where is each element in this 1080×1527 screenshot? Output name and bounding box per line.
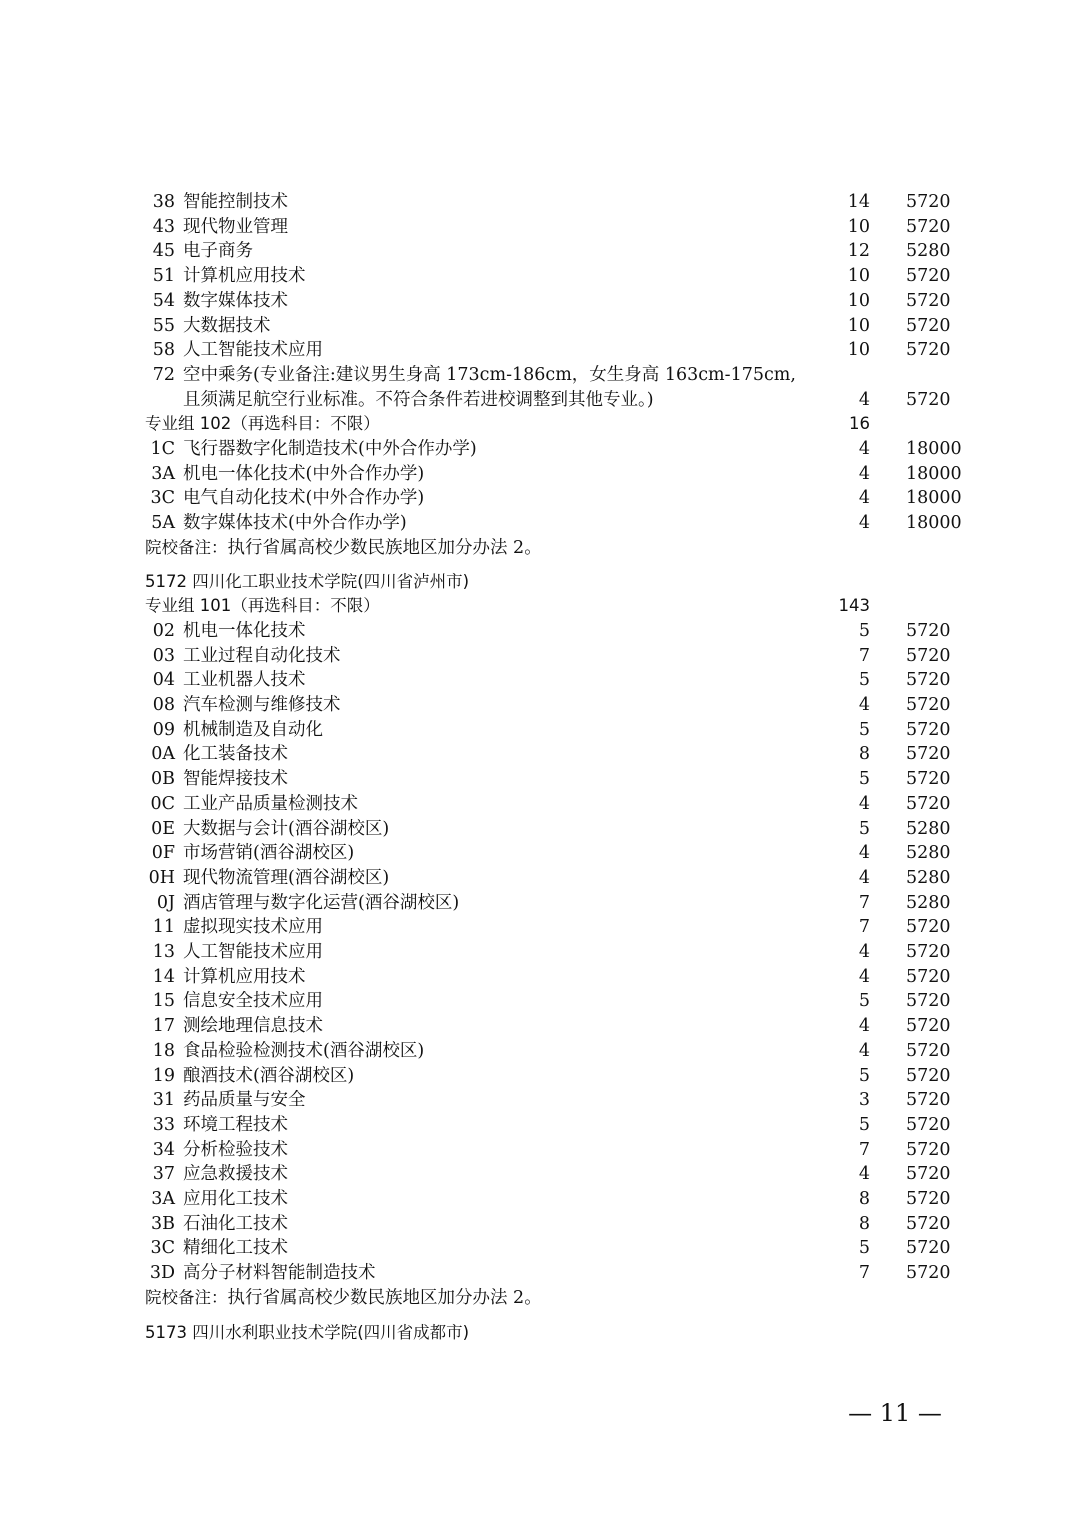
major-code: 3C <box>150 1238 175 1259</box>
plan-count: 7 <box>858 1263 870 1284</box>
school-note-label <box>145 536 542 561</box>
plan-count: 5 <box>858 670 870 691</box>
table-row <box>0 314 1080 339</box>
major-name: 汽车检测与维修技术 <box>183 695 341 715</box>
table-row <box>0 1187 1080 1212</box>
school-heading <box>0 1321 1080 1346</box>
plan-count: 4 <box>858 1016 870 1037</box>
table-row <box>0 486 1080 511</box>
plan-count: 5 <box>858 769 870 790</box>
table-row <box>0 1138 1080 1163</box>
tuition-fee: 5720 <box>906 216 951 237</box>
tuition-fee: 5280 <box>906 867 951 888</box>
major-code: 55 <box>152 315 175 336</box>
plan-count: 5 <box>858 991 870 1012</box>
major-name: 环境工程技术 <box>183 1114 288 1135</box>
major-name: 石油化工技术 <box>183 1213 288 1234</box>
major-name: 工业机器人技术 <box>183 670 306 691</box>
table-row <box>0 1088 1080 1113</box>
major-code: 03 <box>152 645 175 666</box>
major-name: 机电一体化技术 <box>183 620 306 641</box>
table-row <box>0 644 1080 669</box>
plan-count: 10 <box>847 290 870 311</box>
tuition-fee: 5720 <box>906 1016 951 1037</box>
major-name: 药品质量与安全 <box>183 1090 306 1111</box>
major-name: 飞行器数字化制造技术(中外合作办学) <box>183 439 477 459</box>
tuition-fee: 5280 <box>906 818 951 839</box>
plan-count: 8 <box>858 1213 870 1234</box>
plan-count: 4 <box>858 793 870 814</box>
major-code: 08 <box>152 695 175 715</box>
group-heading <box>0 412 1080 437</box>
major-code: 0C <box>150 793 175 814</box>
table-row <box>0 742 1080 767</box>
tuition-fee: 5720 <box>906 1139 951 1160</box>
plan-count: 5 <box>858 719 870 740</box>
major-name: 应急救援技术 <box>183 1164 288 1185</box>
major-name: 现代物业管理 <box>183 216 288 237</box>
tuition-fee: 5720 <box>906 1065 951 1086</box>
major-code: 38 <box>152 192 175 212</box>
group-label: 专业组 102（再选科目：不限） <box>145 414 380 434</box>
tuition-fee: 5720 <box>906 192 951 212</box>
plan-count: 4 <box>858 966 870 987</box>
table-row <box>0 1236 1080 1261</box>
plan-count: 10 <box>847 340 870 361</box>
plan-count: 5 <box>858 620 870 641</box>
major-code: 37 <box>152 1164 175 1185</box>
table-row <box>0 718 1080 743</box>
plan-count: 5 <box>858 1065 870 1086</box>
table-row <box>0 1113 1080 1138</box>
table-row <box>0 363 1080 388</box>
major-name-continued: 且须满足航空行业标准。不符合条件若进校调整到其他专业。) <box>183 389 654 410</box>
major-code: 51 <box>152 266 175 287</box>
school-heading <box>0 570 1080 595</box>
major-name: 计算机应用技术 <box>183 966 306 987</box>
tuition-fee: 5720 <box>906 1114 951 1135</box>
tuition-fee: 18000 <box>906 439 962 459</box>
tuition-fee: 5720 <box>906 991 951 1012</box>
major-code: 58 <box>152 340 175 361</box>
major-code: 54 <box>152 290 175 311</box>
plan-count: 7 <box>858 892 870 913</box>
table-row-continuation <box>0 388 1080 413</box>
note-text: 执行省属高校少数民族地区加分办法 2。 <box>227 537 542 558</box>
tuition-fee: 5720 <box>906 744 951 765</box>
major-code: 19 <box>152 1065 175 1086</box>
tuition-fee: 5720 <box>906 389 951 410</box>
plan-count: 5 <box>858 1238 870 1259</box>
plan-count: 5 <box>858 1114 870 1135</box>
school-title: 5173 四川水利职业技术学院(四川省成都市) <box>145 1322 470 1342</box>
plan-count: 10 <box>847 315 870 336</box>
major-code: 15 <box>152 991 175 1012</box>
note-text: 执行省属高校少数民族地区加分办法 2。 <box>227 1287 542 1308</box>
table-row <box>0 1261 1080 1286</box>
major-name: 现代物流管理(酒谷湖校区) <box>183 867 390 888</box>
major-code: 3B <box>151 1213 175 1234</box>
major-name: 电气自动化技术(中外合作办学) <box>183 488 425 509</box>
table-row <box>0 1162 1080 1187</box>
major-name: 酒店管理与数字化运营(酒谷湖校区) <box>183 892 460 913</box>
major-name: 工业产品质量检测技术 <box>183 793 358 814</box>
major-name: 大数据与会计(酒谷湖校区) <box>183 818 390 839</box>
major-name: 酿酒技术(酒谷湖校区) <box>183 1065 355 1086</box>
tuition-fee: 5720 <box>906 1213 951 1234</box>
note-label-text: 院校备注： <box>145 1287 228 1307</box>
plan-count: 7 <box>858 1139 870 1160</box>
group-plan-count: 16 <box>849 414 870 434</box>
major-code: 18 <box>152 1040 175 1061</box>
major-name: 机电一体化技术(中外合作办学) <box>183 463 425 484</box>
group-label: 专业组 101（再选科目：不限） <box>145 596 380 616</box>
tuition-fee: 5720 <box>906 645 951 666</box>
major-code: 09 <box>152 719 175 740</box>
tuition-fee: 5720 <box>906 290 951 311</box>
plan-count: 14 <box>847 192 870 212</box>
plan-count: 4 <box>858 513 870 534</box>
plan-count: 5 <box>858 818 870 839</box>
tuition-fee: 5280 <box>906 843 951 864</box>
major-code: 3D <box>149 1263 175 1284</box>
major-name: 智能焊接技术 <box>183 769 288 790</box>
table-row <box>0 767 1080 792</box>
major-code: 43 <box>152 216 175 237</box>
major-code: 02 <box>152 620 175 641</box>
tuition-fee: 18000 <box>906 488 962 509</box>
school-note-label <box>145 1286 542 1311</box>
tuition-fee: 5720 <box>906 315 951 336</box>
plan-count: 7 <box>858 645 870 666</box>
tuition-fee: 5720 <box>906 719 951 740</box>
tuition-fee: 5280 <box>906 241 951 262</box>
major-name: 信息安全技术应用 <box>183 991 323 1012</box>
major-code: 17 <box>152 1016 175 1037</box>
group-heading <box>0 594 1080 619</box>
tuition-fee: 5720 <box>906 1189 951 1209</box>
table-row <box>0 1039 1080 1064</box>
tuition-fee: 5720 <box>906 1164 951 1185</box>
major-name: 分析检验技术 <box>183 1139 288 1160</box>
major-name: 工业过程自动化技术 <box>183 645 341 666</box>
tuition-fee: 5720 <box>906 966 951 987</box>
plan-count: 12 <box>847 241 870 262</box>
table-row <box>0 264 1080 289</box>
tuition-fee: 5720 <box>906 942 951 962</box>
plan-count: 8 <box>858 744 870 765</box>
table-row <box>0 1212 1080 1237</box>
tuition-fee: 5720 <box>906 1040 951 1061</box>
major-code: 11 <box>152 917 175 938</box>
plan-count: 4 <box>858 843 870 864</box>
plan-count: 4 <box>858 389 870 410</box>
table-row <box>0 915 1080 940</box>
table-row <box>0 1064 1080 1089</box>
major-code: 0E <box>151 818 175 839</box>
tuition-fee: 5720 <box>906 340 951 361</box>
major-code: 0B <box>151 769 175 790</box>
plan-count: 4 <box>858 695 870 715</box>
major-code: 34 <box>152 1139 175 1160</box>
table-row <box>0 215 1080 240</box>
tuition-fee: 5720 <box>906 620 951 641</box>
table-row <box>0 239 1080 264</box>
tuition-fee: 5720 <box>906 1238 951 1259</box>
table-row <box>0 462 1080 487</box>
table-row <box>0 866 1080 891</box>
major-name: 市场营销(酒谷湖校区) <box>183 843 355 864</box>
table-row <box>0 693 1080 718</box>
table-row <box>0 841 1080 866</box>
tuition-fee: 18000 <box>906 513 962 534</box>
plan-count: 4 <box>858 488 870 509</box>
tuition-fee: 5720 <box>906 1090 951 1111</box>
tuition-fee: 5280 <box>906 892 951 913</box>
table-row <box>0 965 1080 990</box>
major-name: 虚拟现实技术应用 <box>183 917 323 938</box>
table-row <box>0 338 1080 363</box>
plan-count: 8 <box>858 1189 870 1209</box>
major-name: 大数据技术 <box>183 315 271 336</box>
major-name: 高分子材料智能制造技术 <box>183 1263 376 1284</box>
major-code: 0J <box>156 892 175 913</box>
major-code: 3A <box>151 1189 175 1209</box>
tuition-fee: 5720 <box>906 670 951 691</box>
tuition-fee: 5720 <box>906 695 951 715</box>
table-row <box>0 511 1080 536</box>
table-row <box>0 619 1080 644</box>
tuition-fee: 5720 <box>906 1263 951 1284</box>
major-name: 精细化工技术 <box>183 1238 288 1259</box>
major-name: 电子商务 <box>183 241 253 262</box>
group-plan-count: 143 <box>838 596 870 616</box>
major-code: 0H <box>148 867 175 888</box>
page-number: — 11 — <box>848 1399 942 1427</box>
major-code: 0A <box>151 744 175 765</box>
major-name: 计算机应用技术 <box>183 266 306 287</box>
major-code: 31 <box>152 1090 175 1111</box>
plan-count: 3 <box>858 1090 870 1111</box>
major-code: 3C <box>150 488 175 509</box>
major-name: 测绘地理信息技术 <box>183 1016 323 1037</box>
table-row <box>0 190 1080 215</box>
school-title: 5172 四川化工职业技术学院(四川省泸州市) <box>145 571 470 591</box>
major-name: 机械制造及自动化 <box>183 719 323 740</box>
major-name: 数字媒体技术 <box>183 290 288 311</box>
major-code: 33 <box>152 1114 175 1135</box>
plan-count: 10 <box>847 216 870 237</box>
table-row <box>0 940 1080 965</box>
major-code: 0F <box>151 843 175 864</box>
school-note <box>0 536 1080 561</box>
tuition-fee: 5720 <box>906 769 951 790</box>
major-code: 3A <box>151 463 175 484</box>
major-code: 72 <box>152 364 175 385</box>
table-row <box>0 817 1080 842</box>
table-row <box>0 437 1080 462</box>
plan-count: 4 <box>858 1164 870 1185</box>
tuition-fee: 18000 <box>906 463 962 484</box>
table-row <box>0 289 1080 314</box>
plan-count: 4 <box>858 439 870 459</box>
plan-count: 4 <box>858 1040 870 1061</box>
major-name: 应用化工技术 <box>183 1189 288 1209</box>
table-row <box>0 792 1080 817</box>
plan-count: 4 <box>858 867 870 888</box>
school-note <box>0 1286 1080 1311</box>
major-code: 5A <box>151 513 175 534</box>
major-code: 45 <box>152 241 175 262</box>
major-code: 04 <box>152 670 175 691</box>
plan-count: 4 <box>858 463 870 484</box>
major-code: 13 <box>152 942 175 962</box>
table-row <box>0 668 1080 693</box>
tuition-fee: 5720 <box>906 917 951 938</box>
tuition-fee: 5720 <box>906 266 951 287</box>
table-row <box>0 891 1080 916</box>
major-name: 数字媒体技术(中外合作办学) <box>183 513 407 534</box>
plan-count: 4 <box>858 942 870 962</box>
table-row <box>0 1014 1080 1039</box>
note-label-text: 院校备注： <box>145 537 228 557</box>
major-name: 人工智能技术应用 <box>183 942 323 962</box>
major-name: 食品检验检测技术(酒谷湖校区) <box>183 1040 425 1061</box>
table-row <box>0 989 1080 1014</box>
major-name: 智能控制技术 <box>183 192 288 212</box>
major-name: 空中乘务(专业备注:建议男生身高 173cm-186cm，女生身高 163cm-175cm, <box>183 364 796 385</box>
plan-count: 7 <box>858 917 870 938</box>
major-code: 1C <box>150 439 175 459</box>
plan-count: 10 <box>847 266 870 287</box>
tuition-fee: 5720 <box>906 793 951 814</box>
major-name: 人工智能技术应用 <box>183 340 323 361</box>
major-code: 14 <box>152 966 175 987</box>
major-name: 化工装备技术 <box>183 744 288 765</box>
